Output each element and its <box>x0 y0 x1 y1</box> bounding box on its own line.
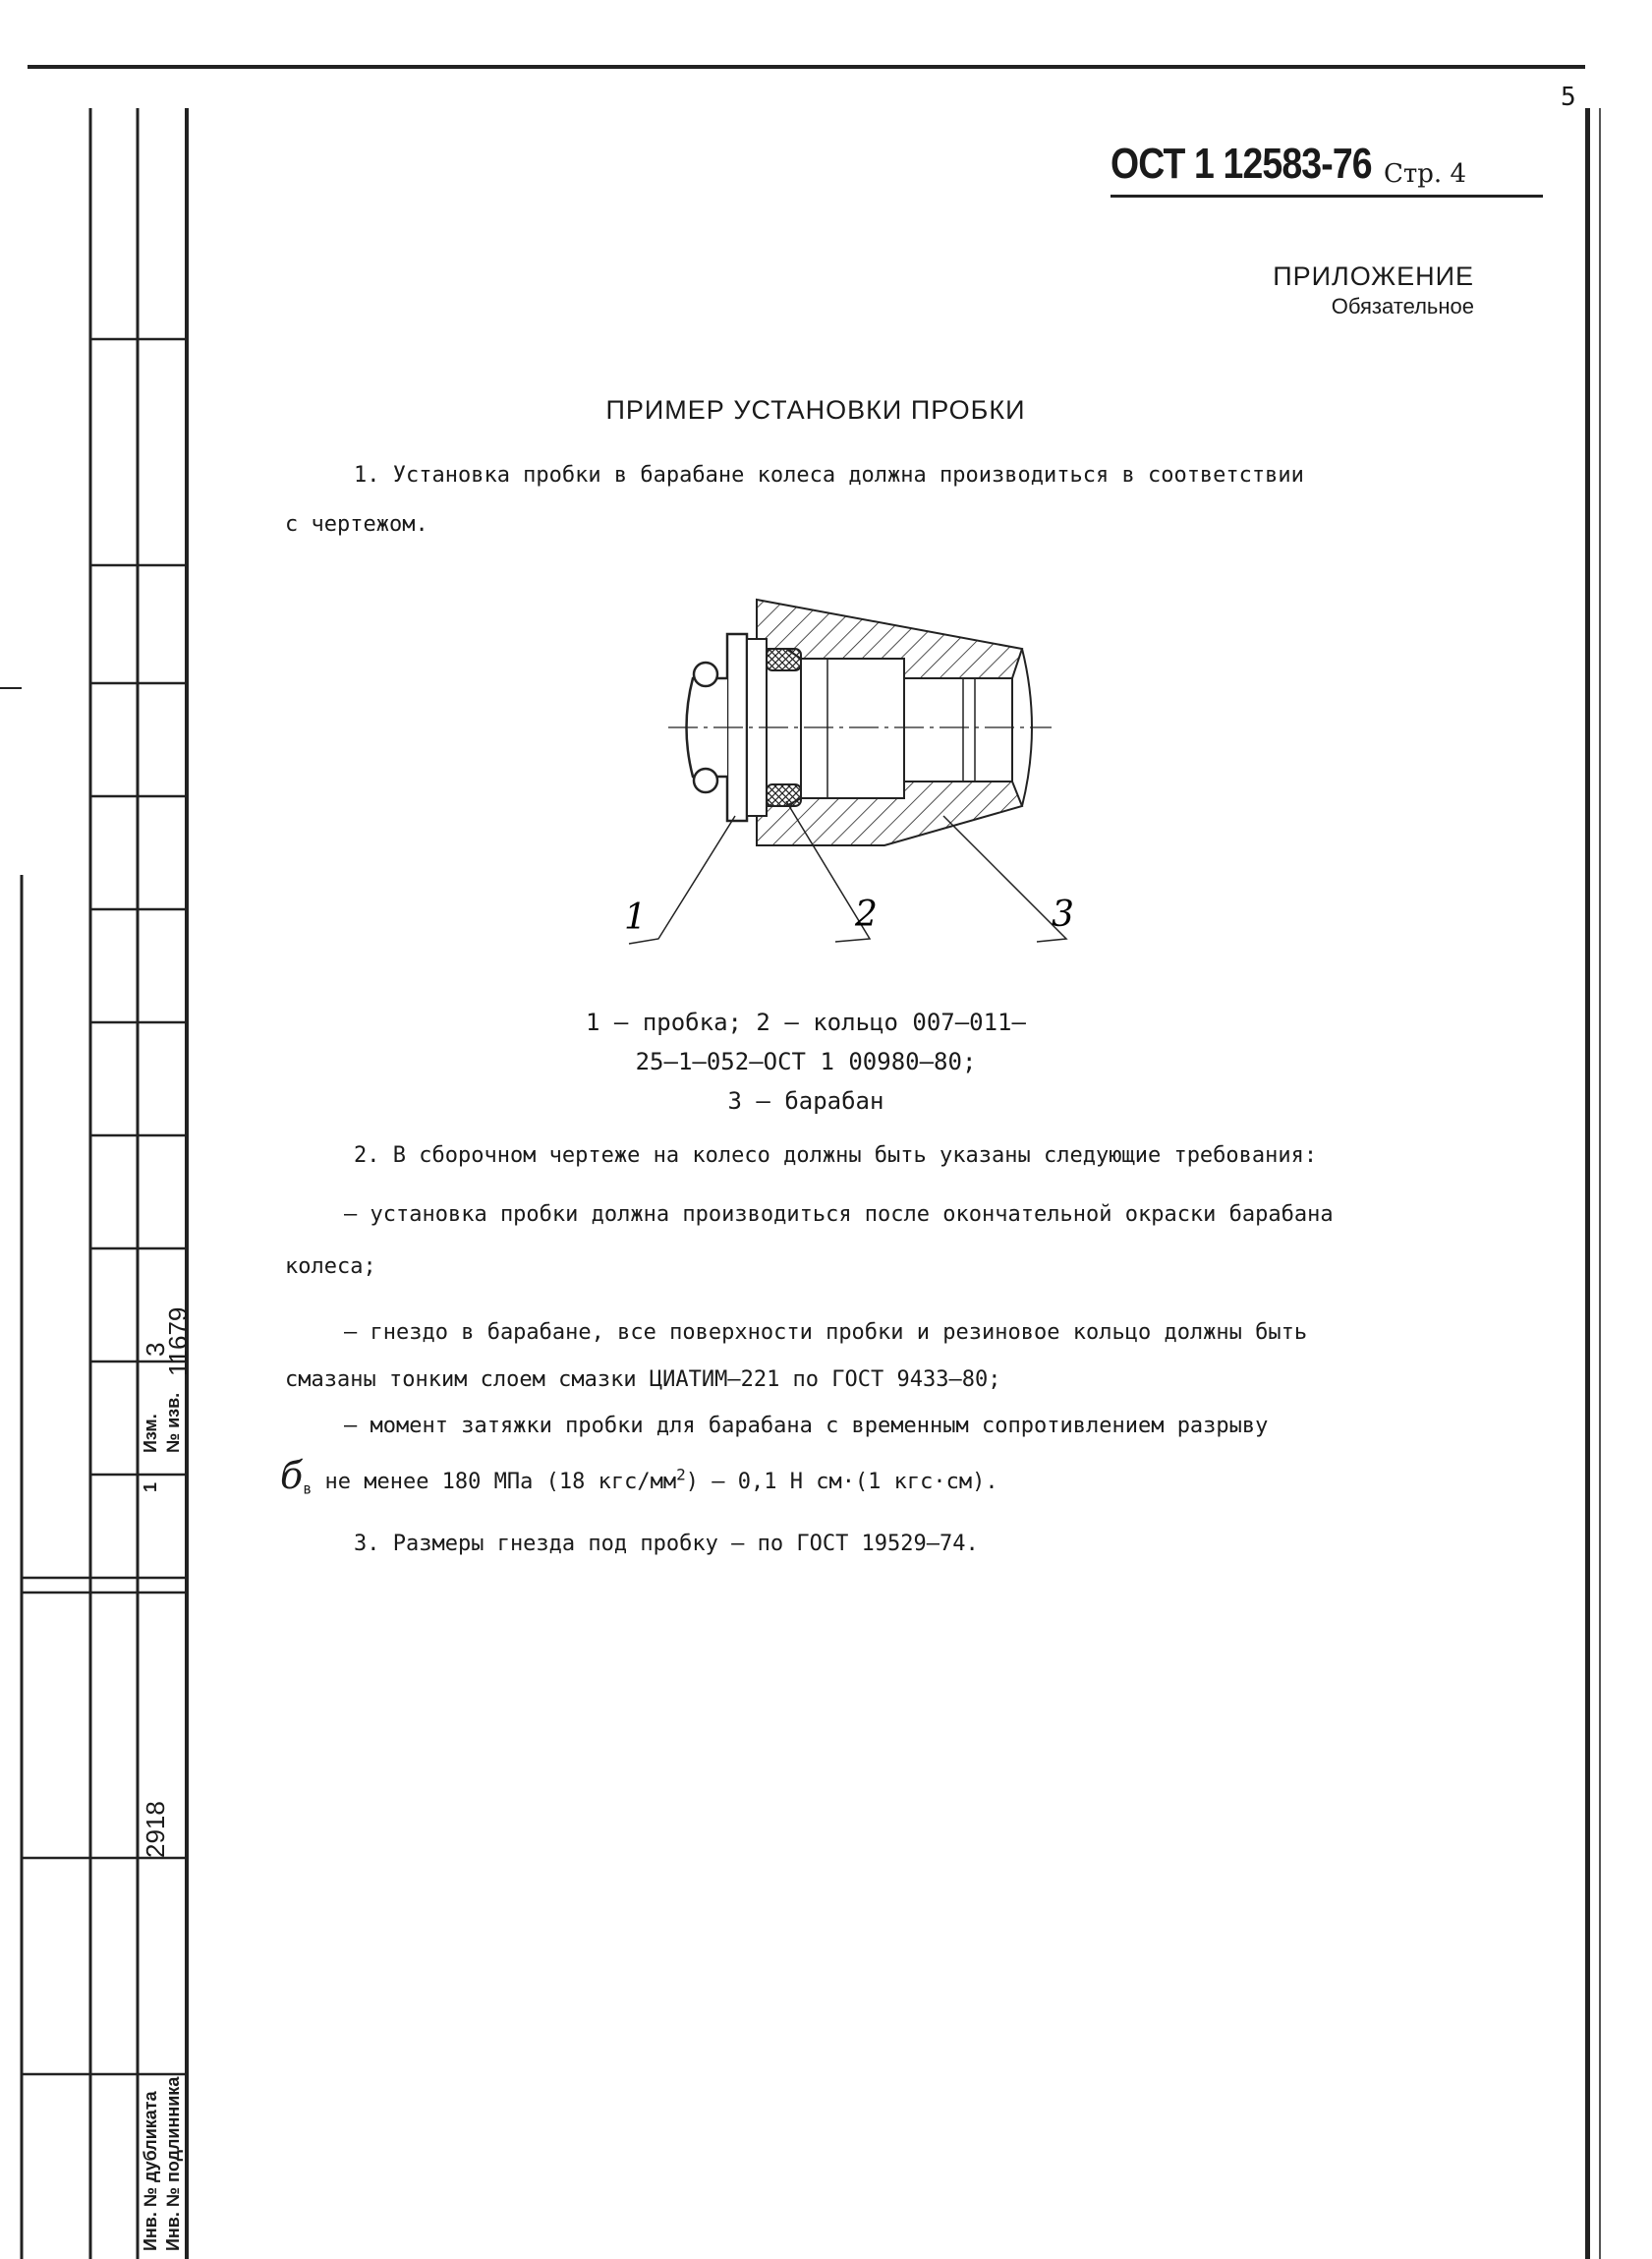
frame-right-line-inner <box>1599 108 1601 2259</box>
appendix-note: Обязательное <box>1331 294 1474 319</box>
paragraph-1-line-1: 1. Установка пробки в барабане колеса должна производиться в соответствии <box>354 463 1304 488</box>
stamp-doc-label: № изв. <box>163 1392 183 1453</box>
bullet-3-line-2 <box>280 1454 998 1498</box>
stamp-change-value: 1 <box>141 1481 160 1492</box>
callout-2: 2 <box>855 895 878 935</box>
bullet-2-line-1: – гнездо в барабане, все поверхности пробки и резиновое кольцо должны быть <box>344 1320 1308 1345</box>
doc-code: ОСТ 1 12583-76 <box>1111 140 1372 188</box>
caption-line-1: 1 – пробка; 2 – кольцо 007–011– <box>586 1009 1026 1036</box>
bullet-3-line-1: – момент затяжки пробки для барабана с временным сопротивлением разрыву <box>344 1414 1269 1438</box>
stamp-inventory-number: 2918 <box>141 1801 170 1858</box>
caption-line-3: 3 – барабан <box>727 1087 884 1115</box>
bullet-2-line-2: смазаны тонким слоем смазки ЦИАТИМ–221 по ГОСТ 9433–80; <box>285 1367 1001 1392</box>
callout-3: 3 <box>1052 895 1074 935</box>
figure-caption <box>511 1003 1101 1121</box>
paragraph-2: 2. В сборочном чертеже на колесо должны быть указаны следующие требования: <box>354 1143 1318 1168</box>
bullet-3-text-a: не менее 180 МПа (18 кгс/мм <box>312 1470 677 1494</box>
superscript-2: 2 <box>676 1465 686 1484</box>
stamp-duplicate-label: Инв. № дубликата <box>141 2091 160 2251</box>
bullet-3-text-b: ) – 0,1 Н см·(1 кгс·см). <box>685 1470 998 1494</box>
frame-top-line <box>28 65 1585 69</box>
stamp-change-number: 3 <box>141 1342 170 1357</box>
caption-line-2: 25–1–052–ОСТ 1 00980–80; <box>635 1048 977 1075</box>
stamp-change-label: Изм. <box>141 1414 160 1453</box>
page-title: ПРИМЕР УСТАНОВКИ ПРОБКИ <box>605 395 1026 425</box>
sigma-subscript: в <box>303 1479 313 1498</box>
page-label: Стр. 4 <box>1384 159 1466 189</box>
plug-installation-drawing <box>590 580 1101 983</box>
callout-1: 1 <box>624 898 647 938</box>
paragraph-1-line-2: с чертежом. <box>285 512 428 537</box>
margin-stamp-table <box>0 108 189 2259</box>
stamp-original-label: Инв. № подлинника <box>163 2076 183 2251</box>
bullet-1-line-1: – установка пробки должна производиться после окончательной окраски барабана <box>344 1202 1334 1227</box>
sigma-symbol: б <box>280 1454 304 1497</box>
stamp-document-number: 11679 <box>163 1306 193 1376</box>
page-number: 5 <box>1561 83 1576 112</box>
paragraph-3: 3. Размеры гнезда под пробку – по ГОСТ 19529–74. <box>354 1532 979 1556</box>
o-ring-top <box>767 649 801 670</box>
o-ring-bottom <box>767 784 801 806</box>
appendix-block <box>1160 261 1474 319</box>
bullet-1-line-2: колеса; <box>285 1254 376 1279</box>
frame-right-line <box>1585 108 1590 2259</box>
document-code-header <box>1111 140 1543 198</box>
appendix-label: ПРИЛОЖЕНИЕ <box>1273 261 1474 291</box>
